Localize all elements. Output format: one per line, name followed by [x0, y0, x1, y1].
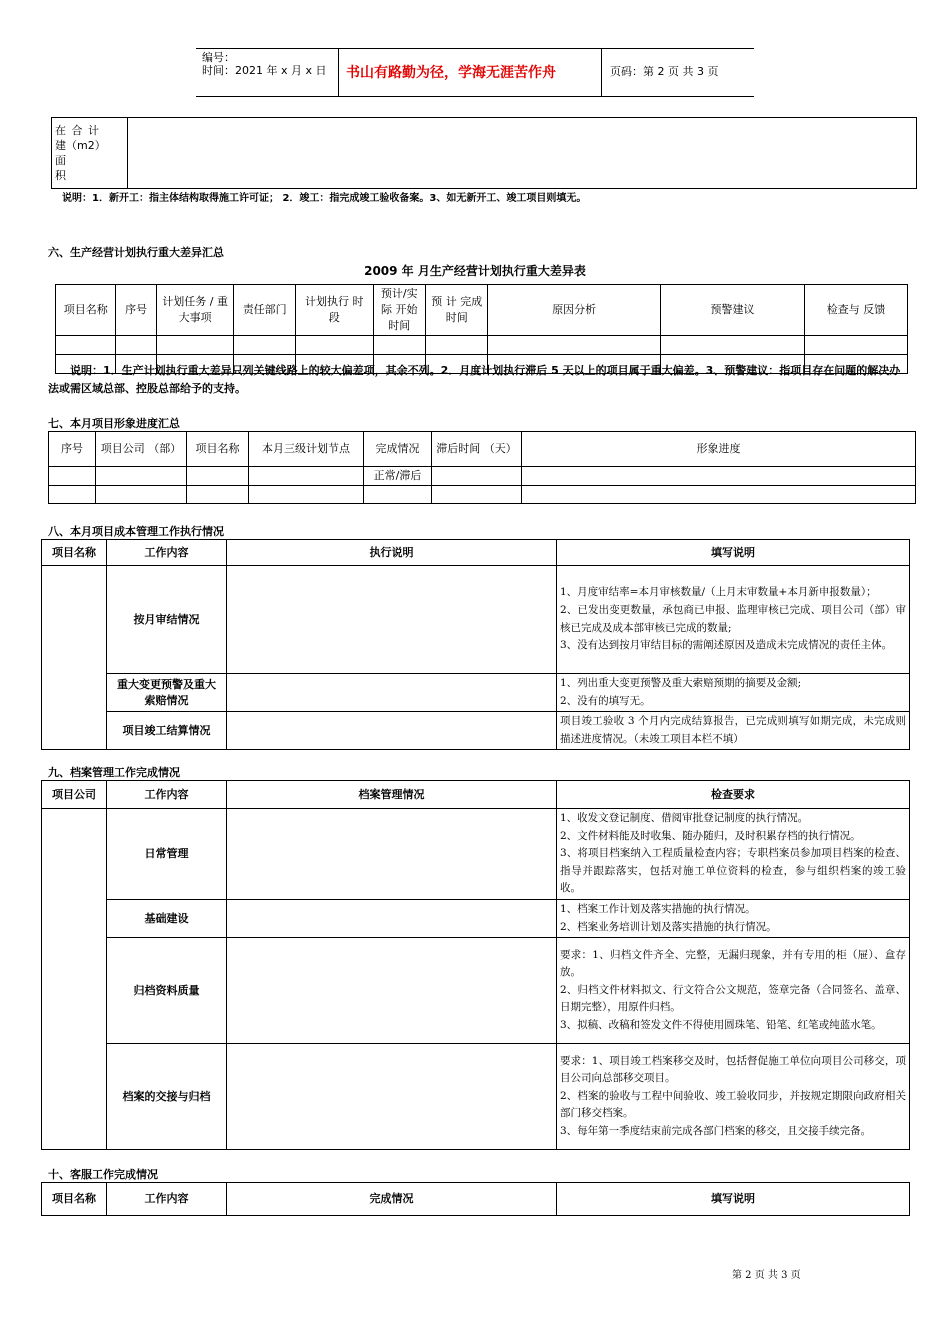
page-header [196, 48, 754, 96]
work-item: 按月审结情况 [107, 566, 227, 674]
project-name-cell[interactable] [42, 566, 107, 750]
fill-instructions: 1、列出重大变更预警及重大索赔预期的摘要及金额; 2、没有的填写无。 [557, 674, 910, 712]
col-header: 项目名称 [187, 432, 249, 467]
col-header: 项目公司 [42, 781, 107, 809]
area-label-line: 积 [55, 169, 66, 182]
variance-table [55, 284, 908, 374]
header-page-info: 页码：第 2 页 共 3 页 [610, 65, 719, 78]
table-row [42, 566, 910, 674]
archive-status-cell[interactable] [227, 899, 557, 937]
col-header: 工作内容 [107, 540, 227, 566]
area-note: 说明：1．新开工：指主体结构取得施工许可证； 2．竣工：指完成竣工验收备案。3、如无新开工、竣工项目则填无。 [62, 193, 587, 204]
col-header: 序号 [49, 432, 96, 467]
col-header: 填写说明 [557, 540, 910, 566]
col-header: 工作内容 [107, 781, 227, 809]
header-motto: 书山有路勤为径，学海无涯苦作舟 [346, 65, 556, 81]
work-item: 档案的交接与归档 [107, 1044, 227, 1150]
area-value-cell[interactable] [128, 118, 917, 189]
work-item: 归档资料质量 [107, 938, 227, 1044]
status-cell[interactable]: 正常/滞后 [364, 467, 432, 486]
table-row [42, 809, 910, 900]
check-requirements: 要求：1、项目竣工档案移交及时，包括督促施工单位向项目公司移交，项目公司向总部移交项目。 2、档案的验收与工程中间验收、竣工验收同步，并按规定期限向政府相关部门移交档案。 3、每年第一季度结束前完成各部门档案的移交，且交接手续完备。 [557, 1044, 910, 1150]
fill-instructions: 项目竣工验收 3 个月内完成结算报告，已完成则填写如期完成，未完成则描述进度情况。（未竣工项目本栏不填） [557, 712, 910, 750]
col-header: 序号 [116, 285, 156, 336]
check-requirements: 1、收发文登记制度、借阅审批登记制度的执行情况。 2、文件材料能及时收集、随办随归，及时积累存档的执行情况。 3、将项目档案纳入工程质量检查内容；专职档案员参加项目档案的检查、指导并跟踪落实，包括对施工单位资料的检查，参与组织档案的竣工验收。 [557, 809, 910, 900]
col-header: 完成情况 [364, 432, 432, 467]
section6-note: 说明：1．生产计划执行重大差异只列关键线路上的较大偏差项，其余不列。2．月度计划执行滞后 5 天以上的项目属于重大偏差。3、预警建议：指项目存在问题的解决办法或需区域总部、控股总部给予的支持。 [48, 364, 901, 395]
project-company-cell[interactable] [42, 809, 107, 1150]
document-number-label: 编号： [202, 51, 235, 64]
col-header: 预 计 完成时间 [425, 285, 488, 336]
section6-heading: 六、生产经营计划执行重大差异汇总 [48, 246, 224, 259]
fill-instructions: 1、月度审结率=本月审核数量/（上月末审数量+本月新申报数量）； 2、已发出变更数量，承包商已申报、监理审核已完成、项目公司（部）审核已完成及成本部审核已完成的数量; 3、没有达到按月审结目标的需阐述原因及造成未完成情况的责任主体。 [557, 566, 910, 674]
customer-service-table [41, 1182, 910, 1216]
col-header: 预计/实际 开始时间 [373, 285, 425, 336]
col-header: 项目公司 （部） [96, 432, 187, 467]
execution-cell[interactable] [227, 674, 557, 712]
col-header: 项目名称 [56, 285, 116, 336]
col-header: 档案管理情况 [227, 781, 557, 809]
section8-heading: 八、本月项目成本管理工作执行情况 [48, 525, 224, 538]
table-row [42, 938, 910, 1044]
check-requirements: 要求：1、归档文件齐全、完整，无漏归现象，并有专用的柜（屉）、盒存放。 2、归档文件材料拟文、行文符合公文规范，签章完备（合同签名、盖章、日期完整），用原件归档。 3、拟稿、改稿和签发文件不得使用圆珠笔、铅笔、红笔或纯蓝水笔。 [557, 938, 910, 1044]
section10-heading: 十、客服工作完成情况 [48, 1168, 158, 1181]
col-header: 责任部门 [234, 285, 296, 336]
table-row [42, 712, 910, 750]
col-header: 计划任务 / 重大事项 [156, 285, 234, 336]
section7-heading: 七、本月项目形象进度汇总 [48, 417, 180, 430]
area-label-line: 面 [55, 154, 66, 167]
work-item: 基础建设 [107, 899, 227, 937]
section9-heading: 九、档案管理工作完成情况 [48, 766, 180, 779]
section6-table-title: 2009 年 月生产经营计划执行重大差异表 [364, 264, 586, 278]
execution-cell[interactable] [227, 712, 557, 750]
col-header: 滞后时间 （天） [432, 432, 522, 467]
execution-cell[interactable] [227, 566, 557, 674]
table-row [42, 899, 910, 937]
col-header: 预警建议 [660, 285, 804, 336]
check-requirements: 1、档案工作计划及落实措施的执行情况。 2、档案业务培训计划及落实措施的执行情况。 [557, 899, 910, 937]
col-header: 本月三级计划节点 [249, 432, 364, 467]
document-time: 时间：2021 年 x 月 x 日 [202, 64, 327, 77]
area-label-line: 在 合 计 [55, 124, 100, 137]
progress-table [48, 431, 916, 504]
work-item: 日常管理 [107, 809, 227, 900]
table-row [42, 1044, 910, 1150]
archive-table [41, 780, 910, 1150]
col-header: 计划执行 时 段 [295, 285, 373, 336]
work-item: 项目竣工结算情况 [107, 712, 227, 750]
area-table [51, 117, 917, 189]
work-item: 重大变更预警及重大索赔情况 [107, 674, 227, 712]
archive-status-cell[interactable] [227, 1044, 557, 1150]
col-header: 执行说明 [227, 540, 557, 566]
col-header: 检查与 反馈 [805, 285, 908, 336]
archive-status-cell[interactable] [227, 809, 557, 900]
area-label-line: 建（m2） [55, 139, 106, 152]
col-header: 检查要求 [557, 781, 910, 809]
cost-table [41, 539, 910, 750]
col-header: 填写说明 [557, 1183, 910, 1216]
area-label-cell [52, 118, 128, 189]
col-header: 完成情况 [227, 1183, 557, 1216]
page-footer: 第 2 页 共 3 页 [732, 1270, 801, 1281]
archive-status-cell[interactable] [227, 938, 557, 1044]
table-row [49, 486, 916, 504]
col-header: 项目名称 [42, 540, 107, 566]
table-row [56, 336, 908, 355]
col-header: 工作内容 [107, 1183, 227, 1216]
col-header: 形象进度 [522, 432, 916, 467]
table-row [49, 467, 916, 486]
col-header: 项目名称 [42, 1183, 107, 1216]
table-row [42, 674, 910, 712]
col-header: 原因分析 [488, 285, 660, 336]
